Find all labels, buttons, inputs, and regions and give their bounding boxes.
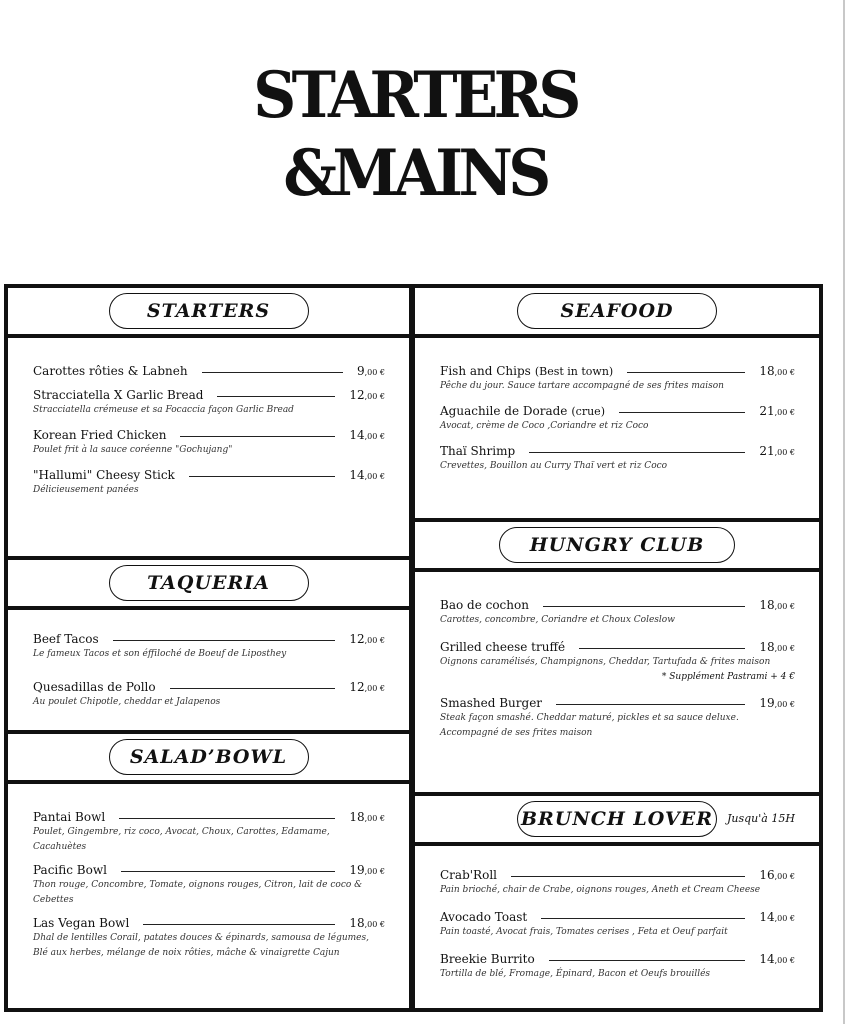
section-header: [415, 796, 819, 842]
leader-line: [619, 412, 745, 413]
menu-item-row: [440, 444, 795, 458]
menu-item-name: Korean Fried Chicken: [33, 428, 167, 442]
price-whole: 12: [349, 680, 365, 694]
menu-item-name: Avocado Toast: [440, 910, 528, 924]
menu-item-description: Le fameux Tacos et son éffiloché de Boeuf de Liposthey: [33, 649, 287, 659]
menu-item-description: Dhal de lentilles Corail, patates douces & épinards, samousa de légumes, Blé aux herbes, mélange de noix rôties, mâche & vinaigrette Cajun: [33, 933, 369, 958]
price-cents: ,00 €: [774, 448, 795, 457]
section-title: BRUNCH LOVER: [517, 801, 717, 837]
leader-line: [541, 918, 745, 919]
leader-line: [511, 876, 745, 877]
leader-line: [119, 818, 335, 819]
price-cents: ,00 €: [774, 700, 795, 709]
menu-item-description: Avocat, crème de Coco ,Coriandre et riz Coco: [440, 421, 649, 431]
menu-item-name: Pantai Bowl: [33, 810, 106, 824]
leader-line: [180, 436, 335, 437]
price-whole: 18: [349, 916, 365, 930]
price-whole: 16: [759, 868, 775, 882]
menu-item-row: [33, 680, 385, 694]
menu-item-description: Carottes, concombre, Coriandre et Choux Coleslow: [440, 615, 675, 625]
section-title: STARTERS: [109, 293, 309, 329]
menu-item-price: [349, 428, 385, 442]
menu-item-row: [33, 364, 385, 378]
section-body: [415, 572, 819, 792]
menu-item: [440, 868, 795, 898]
menu-item: [33, 388, 385, 418]
menu-item-price: [349, 810, 385, 824]
menu-item-description: Thon rouge, Concombre, Tomate, oignons rouges, Citron, lait de coco & Cebettes: [33, 880, 363, 905]
menu-item: [440, 910, 795, 940]
section-starters: [4, 284, 413, 560]
leader-line: [170, 688, 336, 689]
leader-line: [556, 704, 745, 705]
price-whole: 14: [759, 910, 775, 924]
menu-item: [440, 696, 795, 741]
price-whole: 14: [349, 428, 365, 442]
menu-item-note: (crue): [571, 405, 605, 418]
leader-line: [189, 476, 336, 477]
menu-item-row: [440, 598, 795, 612]
leader-line: [202, 372, 343, 373]
menu-item-description: Pain toasté, Avocat frais, Tomates cerises , Feta et Oeuf parfait: [440, 927, 728, 937]
price-whole: 19: [349, 863, 365, 877]
price-whole: 21: [759, 444, 775, 458]
price-cents: ,00 €: [774, 602, 795, 611]
menu-item-price: [759, 404, 795, 418]
menu-item: [33, 468, 385, 498]
menu-item-name: Crab'Roll: [440, 868, 497, 882]
price-whole: 14: [349, 468, 365, 482]
menu-item-description: Oignons caramélisés, Champignons, Cheddar, Tartufada & frites maison: [440, 657, 771, 667]
menu-item-price: [349, 916, 385, 930]
leader-line: [549, 960, 746, 961]
menu-item-supplement: * Supplément Pastrami + 4 €: [661, 672, 795, 682]
price-cents: ,00 €: [364, 684, 385, 693]
section-seafood: [411, 284, 823, 522]
section-body: [8, 784, 409, 1008]
menu-item-row: [440, 910, 795, 924]
menu-item-price: [759, 910, 795, 924]
price-cents: ,00 €: [364, 867, 385, 876]
menu-item: [33, 428, 385, 458]
menu-item: [440, 444, 795, 474]
price-cents: ,00 €: [364, 636, 385, 645]
price-whole: 18: [759, 640, 775, 654]
menu-item-price: [759, 868, 795, 882]
price-whole: 18: [759, 598, 775, 612]
leader-line: [113, 640, 336, 641]
section-hungry-club: [411, 518, 823, 796]
menu-item-row: [33, 632, 385, 646]
menu-item-row: [440, 868, 795, 882]
section-body: [8, 338, 409, 556]
price-whole: 14: [759, 952, 775, 966]
menu-item-description: Tortilla de blé, Fromage, Épinard, Bacon et Oeufs brouillés: [440, 969, 711, 979]
menu-item-price: [759, 640, 795, 654]
menu-item: [33, 863, 385, 908]
menu-item-row: [33, 810, 385, 824]
price-cents: ,00 €: [774, 872, 795, 881]
menu-item-description: Stracciatella crémeuse et sa Focaccia façon Garlic Bread: [33, 405, 294, 415]
menu-item-name: Pacific Bowl: [33, 863, 107, 877]
menu-item-row: [440, 696, 795, 710]
section-header: [415, 522, 819, 568]
menu-item-price: [759, 364, 795, 378]
menu-item-price: [759, 952, 795, 966]
menu-item-price: [349, 632, 385, 646]
menu-item-description: Steak façon smashé. Cheddar maturé, pickles et sa sauce deluxe. Accompagné de ses frites maison: [440, 713, 739, 738]
menu-item: [33, 364, 385, 378]
menu-item-name: Quesadillas de Pollo: [33, 680, 156, 694]
section-taqueria: [4, 556, 413, 734]
page-edge: [843, 0, 845, 1024]
menu-item-description: Pêche du jour. Sauce tartare accompagné de ses frites maison: [440, 381, 724, 391]
menu-item-row: [440, 952, 795, 966]
menu-item-description: Pain brioché, chair de Crabe, oignons rouges, Aneth et Cream Cheese: [440, 885, 761, 895]
menu-item: [440, 598, 795, 628]
price-whole: 19: [759, 696, 775, 710]
menu-item-price: [349, 680, 385, 694]
menu-item: [33, 680, 385, 710]
brunch-hours-note: Jusqu'à 15H: [727, 812, 795, 825]
menu-item: [440, 364, 795, 394]
section-title: TAQUERIA: [109, 565, 309, 601]
menu-item-row: [33, 388, 385, 402]
leader-line: [579, 648, 745, 649]
section-title: HUNGRY CLUB: [499, 527, 735, 563]
menu-item-row: [33, 428, 385, 442]
menu-item-price: [759, 696, 795, 710]
menu-item-description: Poulet frit à la sauce coréenne "Gochujang": [33, 445, 233, 455]
price-cents: ,00 €: [364, 392, 385, 401]
price-whole: 9: [357, 364, 365, 378]
section-body: [415, 338, 819, 518]
section-title: SEAFOOD: [517, 293, 717, 329]
menu-item: [440, 952, 795, 982]
price-cents: ,00 €: [364, 814, 385, 823]
menu-item: [33, 916, 385, 961]
leader-line: [121, 871, 335, 872]
price-cents: ,00 €: [364, 432, 385, 441]
menu-item-price: [759, 444, 795, 458]
leader-line: [143, 924, 335, 925]
section-header: [8, 734, 409, 780]
leader-line: [543, 606, 745, 607]
menu-item-name: Grilled cheese truffé: [440, 640, 566, 654]
menu-item-name: Thaï Shrimp: [440, 444, 516, 458]
menu-item-row: [440, 404, 795, 418]
price-whole: 12: [349, 388, 365, 402]
menu-item-price: [349, 468, 385, 482]
menu-item-name: Stracciatella X Garlic Bread: [33, 388, 204, 402]
leader-line: [217, 396, 335, 397]
menu-title-line-2: &MAINS: [283, 136, 547, 211]
menu-item-name: Fish and Chips: [440, 364, 531, 378]
price-whole: 12: [349, 632, 365, 646]
leader-line: [627, 372, 745, 373]
menu-item-name: Bao de cochon: [440, 598, 529, 612]
menu-item-description: Poulet, Gingembre, riz coco, Avocat, Choux, Carottes, Edamame, Cacahuètes: [33, 827, 330, 852]
menu-item-description: Crevettes, Bouillon au Curry Thaï vert et riz Coco: [440, 461, 668, 471]
section-body: [8, 610, 409, 730]
menu-item: [440, 404, 795, 434]
menu-item-row: [33, 468, 385, 482]
price-cents: ,00 €: [774, 644, 795, 653]
price-cents: ,00 €: [774, 956, 795, 965]
menu-item-name: Aguachile de Dorade: [440, 404, 568, 418]
menu-item-name: Carottes rôties & Labneh: [33, 364, 188, 378]
price-whole: 21: [759, 404, 775, 418]
price-cents: ,00 €: [364, 368, 385, 377]
price-cents: ,00 €: [774, 408, 795, 417]
menu-item: [33, 810, 385, 855]
section-brunch-lover: [411, 792, 823, 1012]
menu-item-name: Smashed Burger: [440, 696, 543, 710]
section-title: SALAD’BOWL: [109, 739, 309, 775]
section-saladbowl: [4, 730, 413, 1012]
menu-item-description: Délicieusement panées: [33, 485, 139, 495]
section-header: [415, 288, 819, 334]
menu-item-note: (Best in town): [534, 365, 614, 378]
section-header: [8, 288, 409, 334]
menu-item-row: [440, 364, 795, 378]
menu-item-name: Breekie Burrito: [440, 952, 535, 966]
menu-item: [440, 640, 795, 682]
menu-item-row: [440, 640, 795, 654]
menu-item-name: "Hallumi" Cheesy Stick: [33, 468, 175, 482]
menu-item-row: [33, 863, 385, 877]
menu-item-row: [33, 916, 385, 930]
menu-item-name: Beef Tacos: [33, 632, 99, 646]
menu-title-line-1: STARTERS: [253, 58, 577, 133]
price-cents: ,00 €: [364, 920, 385, 929]
menu-item-price: [349, 388, 385, 402]
price-cents: ,00 €: [774, 368, 795, 377]
price-cents: ,00 €: [364, 472, 385, 481]
menu-item: [33, 632, 385, 662]
menu-item-name: Las Vegan Bowl: [33, 916, 130, 930]
price-whole: 18: [759, 364, 775, 378]
price-whole: 18: [349, 810, 365, 824]
price-cents: ,00 €: [774, 914, 795, 923]
menu-item-price: [759, 598, 795, 612]
section-body: [415, 846, 819, 1008]
menu-item-price: [349, 863, 385, 877]
leader-line: [529, 452, 745, 453]
menu-item-price: [357, 364, 385, 378]
section-header: [8, 560, 409, 606]
menu-item-description: Au poulet Chipotle, cheddar et Jalapenos: [33, 697, 221, 707]
